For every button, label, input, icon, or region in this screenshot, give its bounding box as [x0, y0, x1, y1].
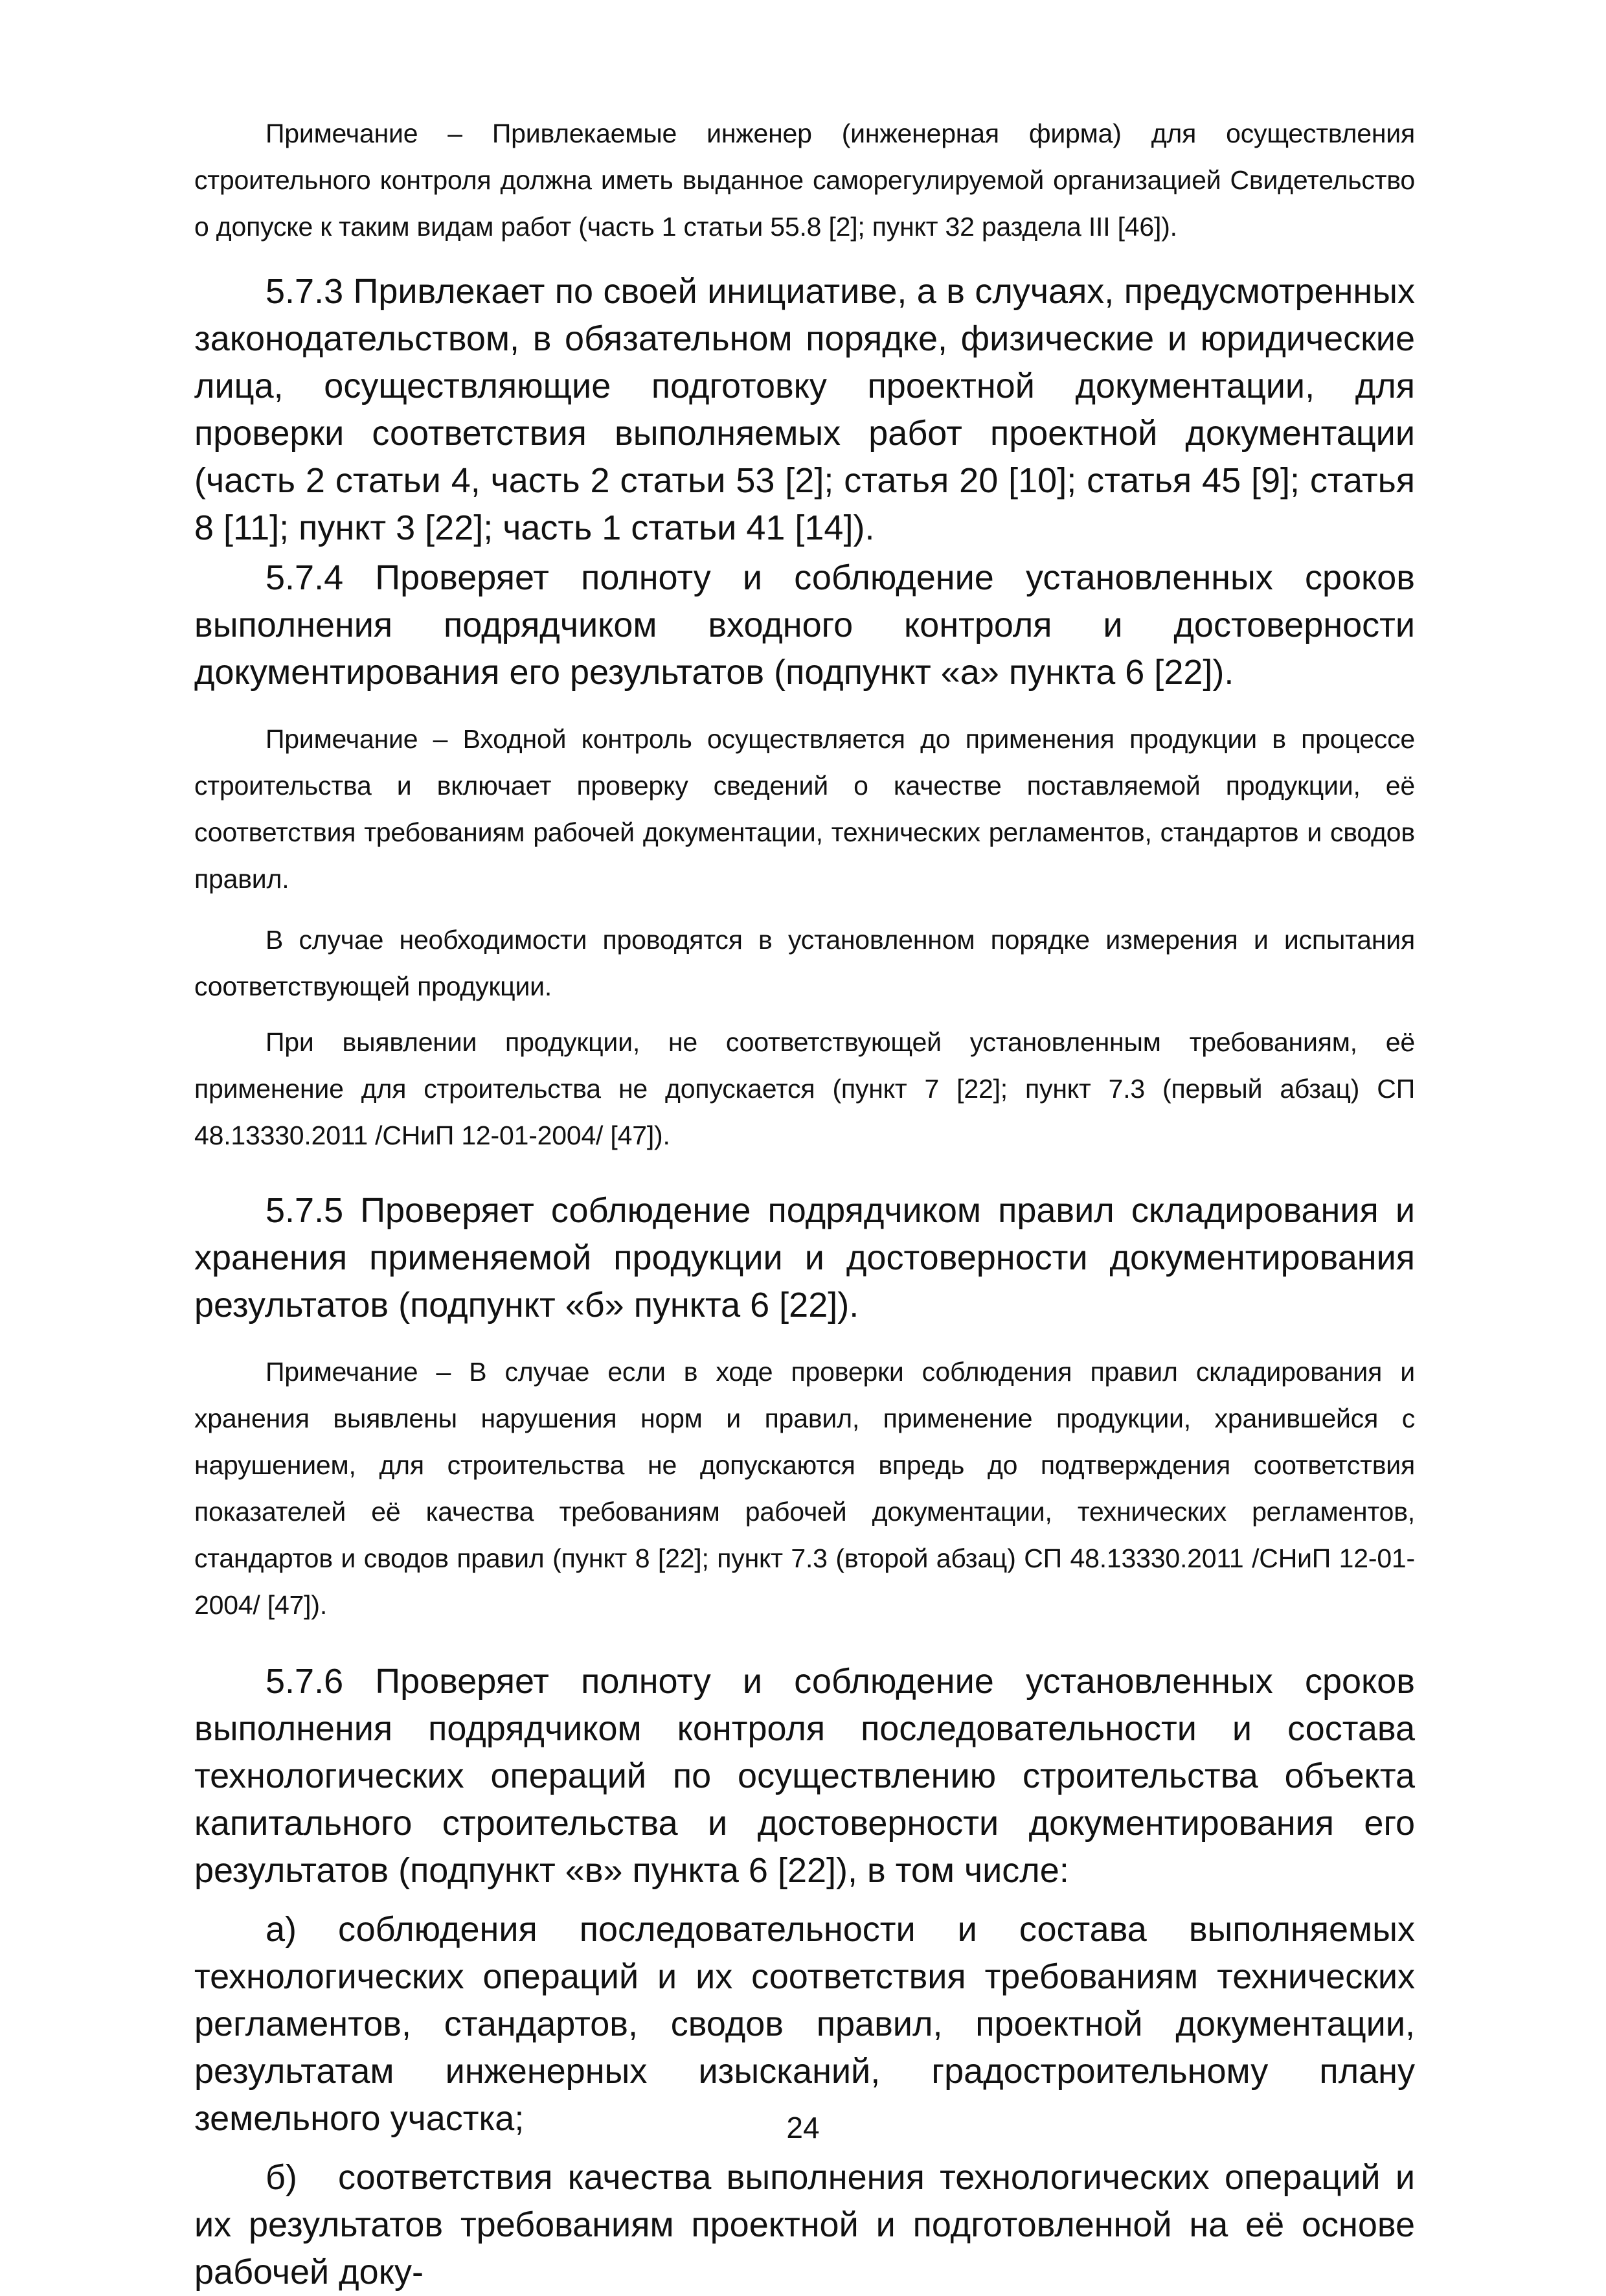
clause-5-7-4: 5.7.4 Проверяет полноту и соблюдение установленных сроков выполнения подрядчиком входного контроля и достоверности документирования его результатов (подпункт «а» пункта 6 [22]).	[194, 558, 1415, 692]
list-item-b	[194, 2154, 1415, 2296]
note-paragraph: В случае необходимости проводятся в установленном порядке измерения и испытания соответствующей продукции.	[194, 925, 1415, 1001]
note-paragraph: Примечание – В случае если в ходе проверки соблюдения правил складирования и хранения выявлены нарушения норм и правил, применение продукции, хранившейся с нарушением, для строительства не допускаются впредь до подтверждения соответствия показателей её качества требованиям рабочей документации, технических регламентов, стандартов и сводов правил (пункт 8 [22]; пункт 7.3 (второй абзац) СП 48.13330.2011 /СНиП 12-01-2004/ [47]).	[194, 1357, 1415, 1620]
note-paragraph: При выявлении продукции, не соответствующей установленным требованиям, её применение для строительства не допускается (пункт 7 [22]; пункт 7.3 (первый абзац) СП 48.13330.2011 /СНиП 12-01-2004/ [47]).	[194, 1027, 1415, 1150]
list-marker: а)	[266, 1910, 297, 1949]
note-paragraph: Примечание – Входной контроль осуществляется до применения продукции в процессе строительства и включает проверку сведений о качестве поставляемой продукции, её соответствия требованиям рабочей документации, технических регламентов, стандартов и сводов правил.	[194, 724, 1415, 894]
page-number: 24	[786, 2111, 820, 2144]
clause-5-7-3: 5.7.3 Привлекает по своей инициативе, а в случаях, предусмотренных законодательством, в обязательном порядке, физические и юридические лица, осуществляющие подготовку проектной документации, для проверки соответствия выполняемых работ проектной документации (часть 2 статьи 4, часть 2 статьи 53 [2]; статья 20 [10]; статья 45 [9]; статья 8 [11]; пункт 3 [22]; часть 1 статьи 41 [14]).	[194, 272, 1415, 547]
document-page	[194, 110, 1415, 2296]
clause-5-7-6: 5.7.6 Проверяет полноту и соблюдение установленных сроков выполнения подрядчиком контроля последовательности и состава технологических операций по осуществлению строительства объекта капитального строительства и достоверности документирования его результатов (подпункт «в» пункта 6 [22]), в том числе:	[194, 1662, 1415, 1890]
list-item-text: соблюдения последовательности и состава выполняемых технологических операций и их соответствия требованиям технических регламентов, стандартов, сводов правил, проектной документации, результатам инженерных изысканий, градостроительному плану земельного участка;	[194, 1910, 1415, 2138]
clause-5-7-5: 5.7.5 Проверяет соблюдение подрядчиком правил складирования и хранения применяемой продукции и достоверности документирования результатов (подпункт «б» пункта 6 [22]).	[194, 1191, 1415, 1324]
list-item-text: соответствия качества выполнения технологических операций и их результатов требованиям проектной и подготовленной на её основе рабочей доку-	[194, 2158, 1415, 2291]
list-item-a	[194, 1906, 1415, 2143]
note-paragraph: Примечание – Привлекаемые инженер (инженерная фирма) для осуществления строительного контроля должна иметь выданное саморегулируемой организацией Свидетельство о допуске к таким видам работ (часть 1 статьи 55.8 [2]; пункт 32 раздела III [46]).	[194, 119, 1415, 242]
list-marker: б)	[266, 2158, 297, 2197]
